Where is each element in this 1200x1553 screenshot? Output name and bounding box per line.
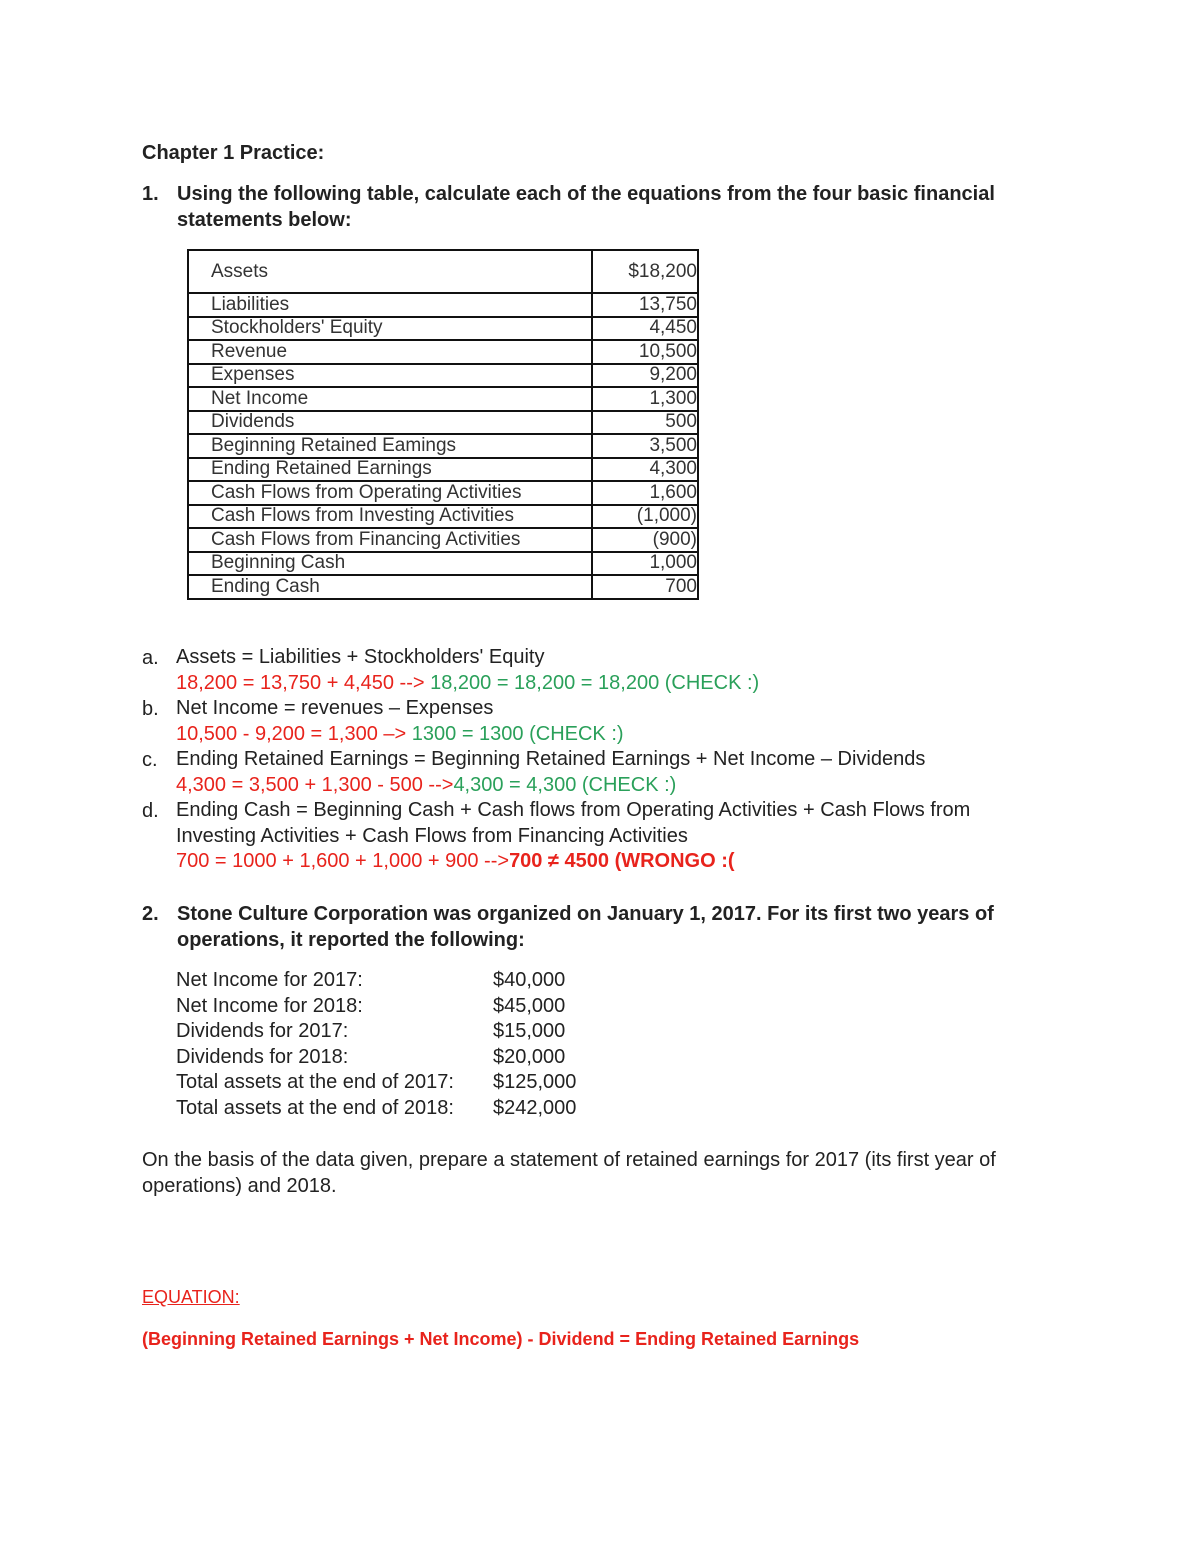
item-value: $125,000 [493, 1071, 577, 1093]
answer-c-letter: c. [142, 749, 158, 771]
table-row [188, 575, 698, 599]
answer-d-equation-line-1: Ending Cash = Beginning Cash + Cash flows from Operating Activities + Cash Flows from [176, 799, 971, 821]
table-row [188, 481, 698, 505]
equation-heading: EQUATION: [142, 1287, 240, 1307]
row-value: (1,000) [592, 505, 698, 529]
table-row [188, 528, 698, 552]
financial-table [187, 249, 699, 600]
answer-c-calc-green: 4,300 = 4,300 (CHECK :) [453, 774, 677, 796]
row-value: 9,200 [592, 364, 698, 388]
row-value: 1,000 [592, 552, 698, 576]
row-label: Assets [188, 250, 592, 293]
list-item [176, 1019, 576, 1045]
item-value: $242,000 [493, 1096, 577, 1119]
row-label: Cash Flows from Financing Activities [188, 528, 592, 552]
question-2-number: 2. [142, 903, 159, 925]
answer-d-calc-red: 700 = 1000 + 1,600 + 1,000 + 900 --> [176, 850, 510, 872]
table-row [188, 250, 698, 293]
list-item [176, 994, 576, 1020]
table-row [188, 434, 698, 458]
table-row [188, 387, 698, 411]
item-label: Net Income for 2018: [176, 994, 363, 1017]
table-row [188, 317, 698, 341]
row-label: Cash Flows from Investing Activities [188, 505, 592, 529]
row-value: 13,750 [592, 293, 698, 317]
row-value: $18,200 [592, 250, 698, 293]
list-item [176, 1045, 576, 1071]
equation-text: (Beginning Retained Earnings + Net Income) - Dividend = Ending Retained Earnings [142, 1329, 860, 1349]
answer-c-calc-red: 4,300 = 3,500 + 1,300 - 500 --> [176, 774, 454, 796]
list-item [176, 1096, 576, 1122]
answer-c-calc [176, 773, 676, 799]
answer-b-calc-red: 10,500 - 9,200 = 1,300 –> [176, 723, 412, 745]
item-value: $20,000 [493, 1045, 566, 1068]
instruction-paragraph: On the basis of the data given, prepare a statement of retained earnings for 2017 (its first year of operations) and 2018. [142, 1149, 996, 1197]
row-label: Net Income [188, 387, 592, 411]
row-label: Beginning Retained Eamings [188, 434, 592, 458]
row-value: 500 [592, 411, 698, 435]
question-2-text: Stone Culture Corporation was organized on January 1, 2017. For its first two years of operations, it reported the following: [177, 903, 994, 951]
answer-b-calc-green: 1300 = 1300 (CHECK :) [411, 723, 624, 745]
row-value: 1,600 [592, 481, 698, 505]
answer-b-calc [176, 722, 624, 748]
table-row [188, 411, 698, 435]
question-1-number: 1. [142, 183, 159, 205]
item-value: $15,000 [493, 1020, 566, 1042]
item-label: Dividends for 2018: [176, 1045, 349, 1068]
answer-a-letter: a. [142, 647, 159, 669]
answer-d-letter: d. [142, 800, 159, 822]
table-row [188, 505, 698, 529]
table-row [188, 458, 698, 482]
row-label: Revenue [188, 340, 592, 364]
answer-d-calc-bold: 700 ≠ 4500 (WRONGO :( [509, 850, 735, 872]
table-row [188, 340, 698, 364]
answer-c-equation: Ending Retained Earnings = Beginning Retained Earnings + Net Income – Dividends [176, 748, 926, 770]
question-1-text: Using the following table, calculate each of the equations from the four basic financial statements below: [177, 183, 995, 231]
item-value: $40,000 [493, 969, 566, 991]
item-label: Net Income for 2017: [176, 969, 363, 991]
row-label: Expenses [188, 364, 592, 388]
row-value: (900) [592, 528, 698, 552]
row-value: 4,450 [592, 317, 698, 341]
answer-a-calc [176, 671, 759, 697]
answer-a-calc-red: 18,200 = 13,750 + 4,450 --> [176, 672, 431, 694]
answer-d-equation-line-2: Investing Activities + Cash Flows from Financing Activities [176, 825, 688, 847]
row-label: Stockholders' Equity [188, 317, 592, 341]
row-value: 3,500 [592, 434, 698, 458]
row-value: 700 [592, 575, 698, 599]
list-item [176, 1070, 576, 1096]
row-label: Ending Cash [188, 575, 592, 599]
item-value: $45,000 [493, 994, 566, 1017]
row-label: Cash Flows from Operating Activities [188, 481, 592, 505]
item-label: Total assets at the end of 2018: [176, 1096, 454, 1119]
table-row [188, 364, 698, 388]
answer-a-calc-green: 18,200 = 18,200 = 18,200 (CHECK :) [430, 672, 760, 694]
answer-d-calc [176, 849, 735, 875]
row-label: Beginning Cash [188, 552, 592, 576]
row-label: Dividends [188, 411, 592, 435]
answer-a-equation: Assets = Liabilities + Stockholders' Equity [176, 646, 545, 668]
row-value: 4,300 [592, 458, 698, 482]
item-label: Total assets at the end of 2017: [176, 1071, 454, 1093]
table-row [188, 293, 698, 317]
item-label: Dividends for 2017: [176, 1020, 349, 1042]
row-label: Liabilities [188, 293, 592, 317]
row-value: 10,500 [592, 340, 698, 364]
row-label: Ending Retained Earnings [188, 458, 592, 482]
table-row [188, 552, 698, 576]
page-title: Chapter 1 Practice: [142, 142, 325, 164]
list-item [176, 968, 576, 994]
question-2-data-list [176, 968, 576, 1121]
row-value: 1,300 [592, 387, 698, 411]
answer-b-equation: Net Income = revenues – Expenses [176, 697, 494, 719]
answer-b-letter: b. [142, 698, 159, 720]
